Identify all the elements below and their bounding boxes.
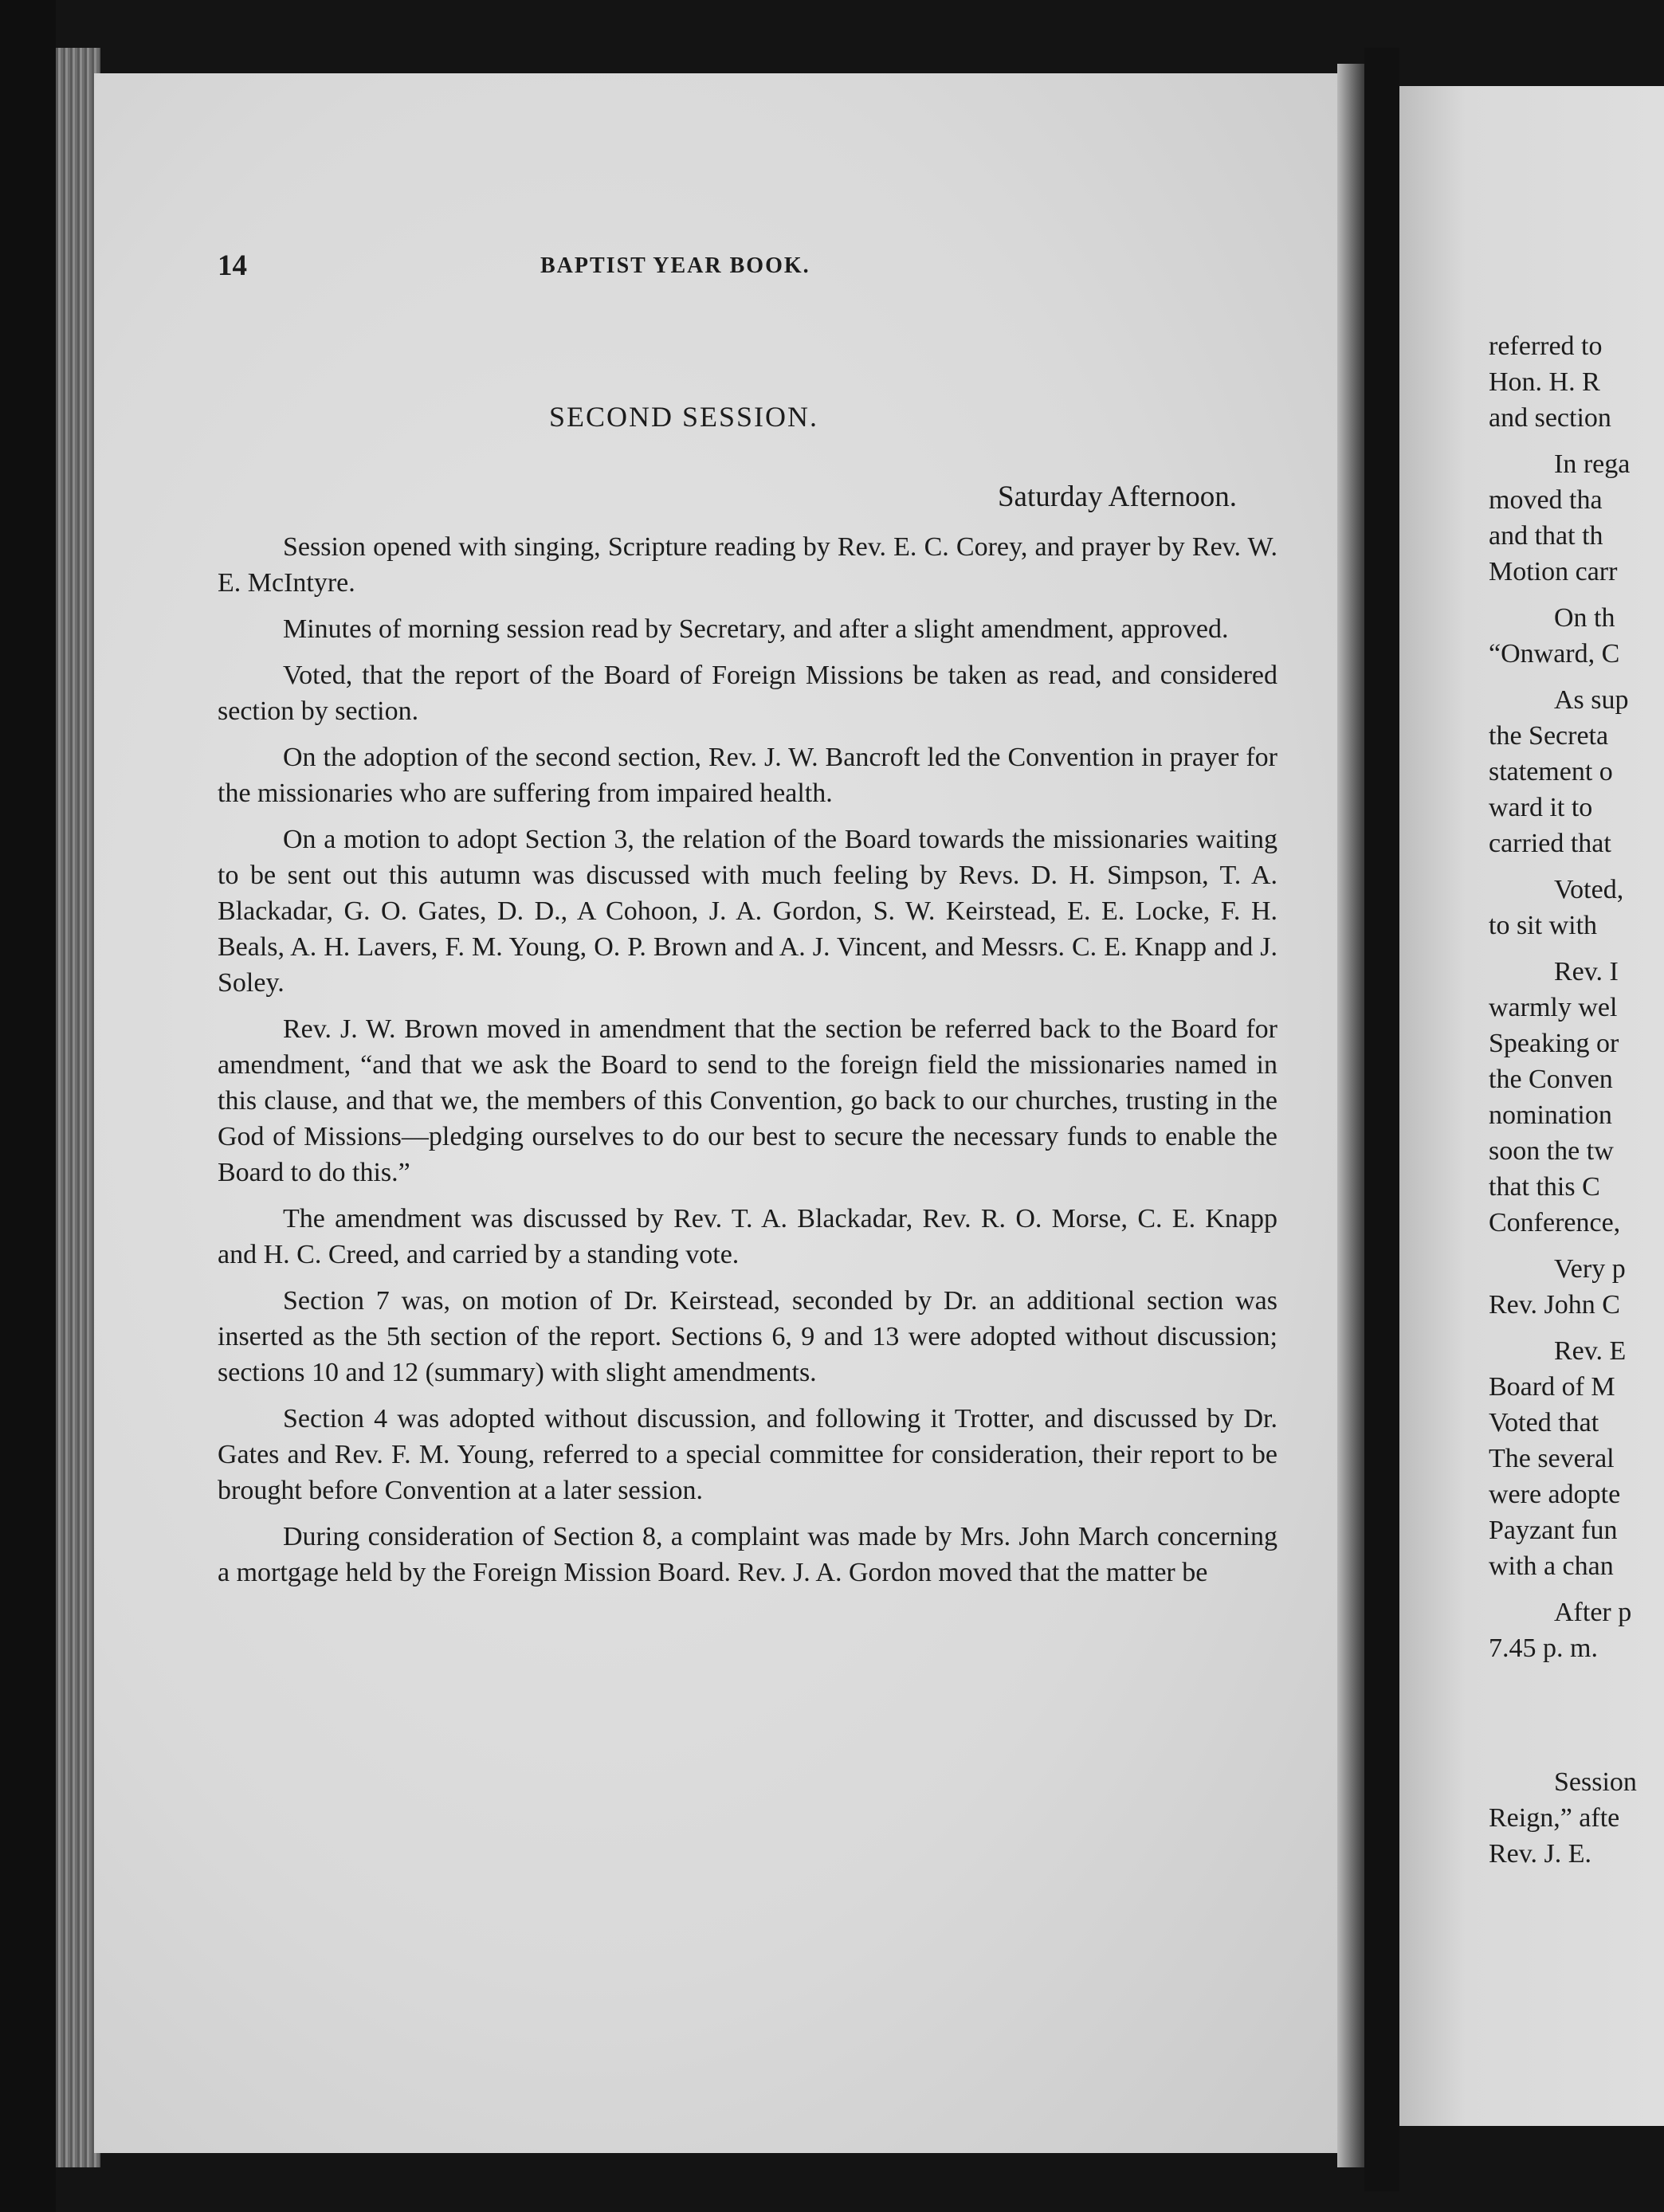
right-page-line: The several	[1489, 1444, 1615, 1473]
book-spine	[1364, 48, 1399, 2191]
right-page-line: Session	[1554, 1767, 1637, 1797]
right-page-line: the Conven	[1489, 1065, 1613, 1094]
right-page-paragraph	[1489, 1594, 1664, 1666]
right-page-line: After p	[1554, 1598, 1632, 1627]
right-page-paragraph	[1489, 446, 1664, 590]
right-page-line: In rega	[1554, 449, 1631, 479]
right-page-line: soon the tw	[1489, 1136, 1614, 1166]
paragraph: On a motion to adopt Section 3, the relation of the Board towards the missionaries waiting to be sent out this autumn was discussed with much feeling by Revs. D. H. Simpson, T. A. Blackadar, G. O. Gates, D. D., A Cohoon, J. A. Gordon, S. W. Keirstead, E. E. Locke, F. H. Beals, A. H. Lavers, F. M. Young, O. P. Brown and A. J. Vincent, and Messrs. C. E. Knapp and J. Soley.	[218, 825, 1277, 998]
right-page-line: moved tha	[1489, 485, 1603, 515]
paragraph: Minutes of morning session read by Secretary, and after a slight amendment, approved.	[283, 614, 1229, 644]
right-page-text	[1489, 328, 1664, 1872]
right-page-line: Hon. H. R	[1489, 367, 1600, 397]
right-page-line: Speaking or	[1489, 1029, 1619, 1058]
right-page-paragraph	[1489, 682, 1664, 861]
scan-edge	[0, 0, 56, 2212]
paragraph: Section 7 was, on motion of Dr. Keirstead, seconded by Dr. an additional section was inserted as the 5th section of the report. Sections 6, 9 and 13 were adopted without discussion; sections 10 and 12 (summary) with slight amendments.	[218, 1286, 1277, 1387]
right-page-paragraph	[1489, 954, 1664, 1241]
right-page-line: and section	[1489, 403, 1611, 433]
right-page-line: Rev. I	[1554, 957, 1619, 986]
right-page-line: Rev. John C	[1489, 1290, 1620, 1320]
paragraph: Section 4 was adopted without discussion, and following it Trotter, and discussed by Dr. Gates and Rev. F. M. Young, referred to a special committee for consideration, their report to be brought before Convention at a later session.	[218, 1404, 1277, 1505]
right-page-paragraph	[1489, 328, 1664, 436]
paragraph: Voted, that the report of the Board of Foreign Missions be taken as read, and considered section by section.	[218, 661, 1277, 726]
right-page-line: Board of M	[1489, 1372, 1615, 1402]
left-page	[94, 73, 1337, 2153]
right-page-line: that this C	[1489, 1172, 1600, 1202]
right-page-gap	[1489, 1677, 1664, 1764]
right-page-line: carried that	[1489, 829, 1611, 858]
right-page-line: Rev. J. E.	[1489, 1839, 1592, 1869]
right-page-line: nomination	[1489, 1100, 1612, 1130]
right-page	[1399, 86, 1664, 2126]
right-page-line: with a chan	[1489, 1551, 1614, 1581]
paragraph: Rev. J. W. Brown moved in amendment that the section be referred back to the Board for amendment, “and that we ask the Board to send to the foreign field the missionaries named in this clause, and that we, the members of this Convention, go back to our churches, trusting in the God of Missions—pledging ourselves to do our best to secure the necessary funds to enable the Board to do this.”	[218, 1014, 1277, 1187]
right-page-line: Reign,” afte	[1489, 1803, 1620, 1833]
right-page-paragraph	[1489, 1333, 1664, 1584]
right-page-line: statement o	[1489, 757, 1613, 786]
right-page-line: Voted,	[1554, 875, 1624, 904]
paragraph: During consideration of Section 8, a complaint was made by Mrs. John March concerning a mortgage held by the Foreign Mission Board. Rev. J. A. Gordon moved that the matter be	[218, 1522, 1277, 1587]
right-page-line: warmly wel	[1489, 993, 1618, 1022]
right-page-line: As sup	[1554, 685, 1629, 715]
right-page-line: to sit with	[1489, 911, 1598, 940]
right-page-line: “Onward, C	[1489, 639, 1620, 669]
right-page-line: and that th	[1489, 521, 1603, 551]
session-time: Saturday Afternoon.	[997, 480, 1237, 513]
right-page-line: Very p	[1554, 1254, 1626, 1284]
right-page-line: referred to	[1489, 331, 1603, 361]
session-title: SECOND SESSION.	[548, 401, 819, 433]
right-page-line: Rev. E	[1554, 1336, 1627, 1366]
running-head	[94, 249, 1337, 296]
right-page-line: On th	[1554, 603, 1615, 633]
right-page-paragraph	[1489, 1251, 1664, 1323]
right-page-paragraph	[1489, 872, 1664, 943]
right-page-line: Conference,	[1489, 1208, 1621, 1237]
page-number: 14	[218, 249, 247, 282]
paragraph: Session opened with singing, Scripture reading by Rev. E. C. Corey, and prayer by Rev. W. E. McIntyre.	[218, 532, 1277, 598]
right-page-paragraph	[1489, 600, 1664, 672]
right-page-line: ward it to	[1489, 793, 1593, 822]
paragraph: The amendment was discussed by Rev. T. A. Blackadar, Rev. R. O. Morse, C. E. Knapp and H. C. Creed, and carried by a standing vote.	[218, 1204, 1277, 1269]
body-text	[218, 529, 1277, 1601]
right-page-line: were adopte	[1489, 1480, 1621, 1509]
right-page-line: Motion carr	[1489, 557, 1618, 586]
right-page-line: 7.45 p. m.	[1489, 1634, 1598, 1663]
paragraph: On the adoption of the second section, Rev. J. W. Bancroft led the Convention in prayer for the missionaries who are suffering from impaired health.	[218, 743, 1277, 808]
page-gutter	[1337, 64, 1364, 2167]
right-page-line: Payzant fun	[1489, 1516, 1618, 1545]
running-title: BAPTIST YEAR BOOK.	[540, 253, 810, 278]
right-page-line: Voted that	[1489, 1408, 1599, 1437]
right-page-line: the Secreta	[1489, 721, 1609, 751]
